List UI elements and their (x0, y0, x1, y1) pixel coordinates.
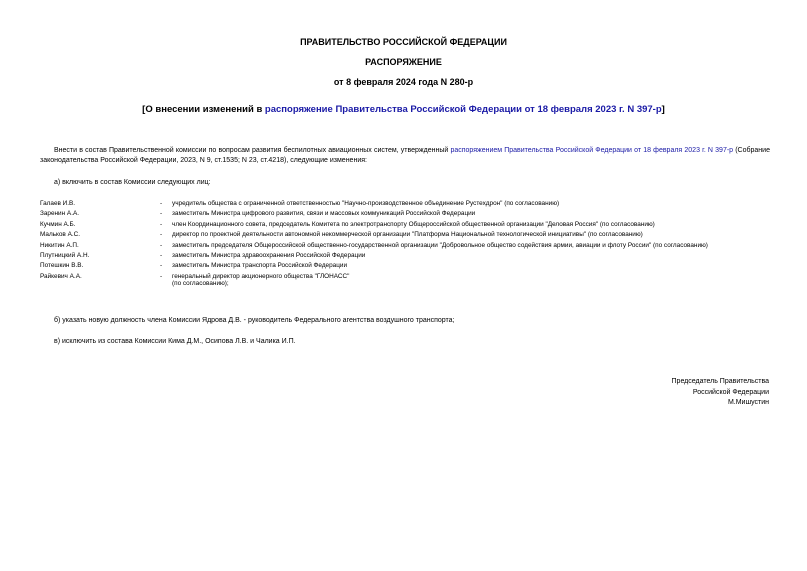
member-dash: - (160, 210, 163, 218)
title-prefix: [О внесении изменений в (142, 104, 265, 115)
member-role-line1: генеральный директор акционерного общества "ГЛОНАСС" (172, 272, 350, 280)
member-dash: - (160, 241, 163, 249)
intro-order-link[interactable]: распоряжением Правительства Российской Федерации от 18 февраля 2023 г. N 397-р (450, 147, 734, 154)
member-row (40, 200, 780, 210)
member-dash: - (160, 251, 163, 259)
member-name: Заренин А.А. (40, 210, 80, 218)
members-list (40, 200, 780, 288)
intro-text-before: Внести в состав Правительственной комиссии по вопросам развития беспилотных авиационных систем, утвержденный (54, 147, 451, 154)
member-name: Галаев И.В. (40, 200, 76, 207)
member-role: член Координационного совета, председатель Комитета по электротранспорту Общероссийской общественной организации "Деловая Россия" (по согласованию) (172, 220, 655, 228)
member-name: Никитин А.П. (40, 241, 79, 249)
member-row (40, 262, 780, 272)
member-role: директор по проектной деятельности автономной некоммерческой организации "Платформа Национальной технологической инициативы" (по согласованию) (172, 231, 643, 239)
document-type: РАСПОРЯЖЕНИЕ (365, 57, 442, 67)
member-role: заместитель Министра здравоохранения Российской Федерации (172, 251, 366, 259)
title-suffix: ] (661, 104, 665, 115)
member-dash: - (160, 262, 163, 270)
member-row (40, 252, 780, 262)
signature-name: М.Мишустин (727, 399, 769, 406)
member-role-line2: (по согласованию); (172, 280, 229, 288)
member-name: Плутницкий А.Н. (40, 251, 90, 259)
item-b: б) указать новую должность члена Комиссии Ядрова Д.В. - руководитель Федерального агентства воздушного транспорта; (54, 317, 455, 324)
member-row (40, 210, 780, 220)
member-role: заместитель председателя Общероссийской общественно-государственной организации "Добровольное общество содействия армии, авиации и флоту России" (по согласованию) (172, 241, 708, 249)
member-name: Райкевич А.А. (40, 272, 82, 280)
member-name: Потешкин В.В. (40, 262, 84, 270)
document-date-number: от 8 февраля 2024 года N 280-р (333, 77, 474, 87)
title-amended-order-link[interactable]: распоряжение Правительства Российской Федерации от 18 февраля 2023 г. N 397-р (264, 104, 662, 115)
member-role: учредитель общества с ограниченной ответственностью "Научно-производственное объединение Рустехдрон" (по согласованию) (172, 200, 560, 207)
document-title (0, 104, 807, 115)
intro-text-after: (Собрание законодательства Российской Федерации, 2023, N 9, ст.1535; N 23, ст.4218), следующие изменения: (40, 147, 770, 164)
member-name: Мальков А.С. (40, 231, 81, 239)
member-role (172, 273, 780, 288)
member-dash: - (160, 272, 163, 280)
intro-paragraph (40, 146, 770, 165)
member-name: Кучмин А.Б. (40, 220, 76, 228)
member-dash: - (160, 200, 163, 207)
government-heading: ПРАВИТЕЛЬСТВО РОССИЙСКОЙ ФЕДЕРАЦИИ (300, 37, 507, 47)
member-row (40, 242, 780, 252)
signature-title-line2: Российской Федерации (692, 388, 769, 396)
signature-title: Председатель Правительства (671, 378, 769, 385)
item-a: а) включить в состав Комиссии следующих лиц: (54, 179, 211, 186)
member-dash: - (160, 220, 163, 228)
member-row (40, 273, 780, 288)
member-row (40, 231, 780, 241)
member-dash: - (160, 231, 163, 239)
member-role: заместитель Министра транспорта Российской Федерации (172, 262, 348, 270)
member-role: заместитель Министра цифрового развития, связи и массовых коммуникаций Российской Федерации (172, 210, 476, 218)
member-row (40, 221, 780, 231)
item-c: в) исключить из состава Комиссии Кима Д.М., Осипова Л.В. и Чалика И.П. (54, 338, 296, 345)
signature-block (672, 377, 769, 409)
